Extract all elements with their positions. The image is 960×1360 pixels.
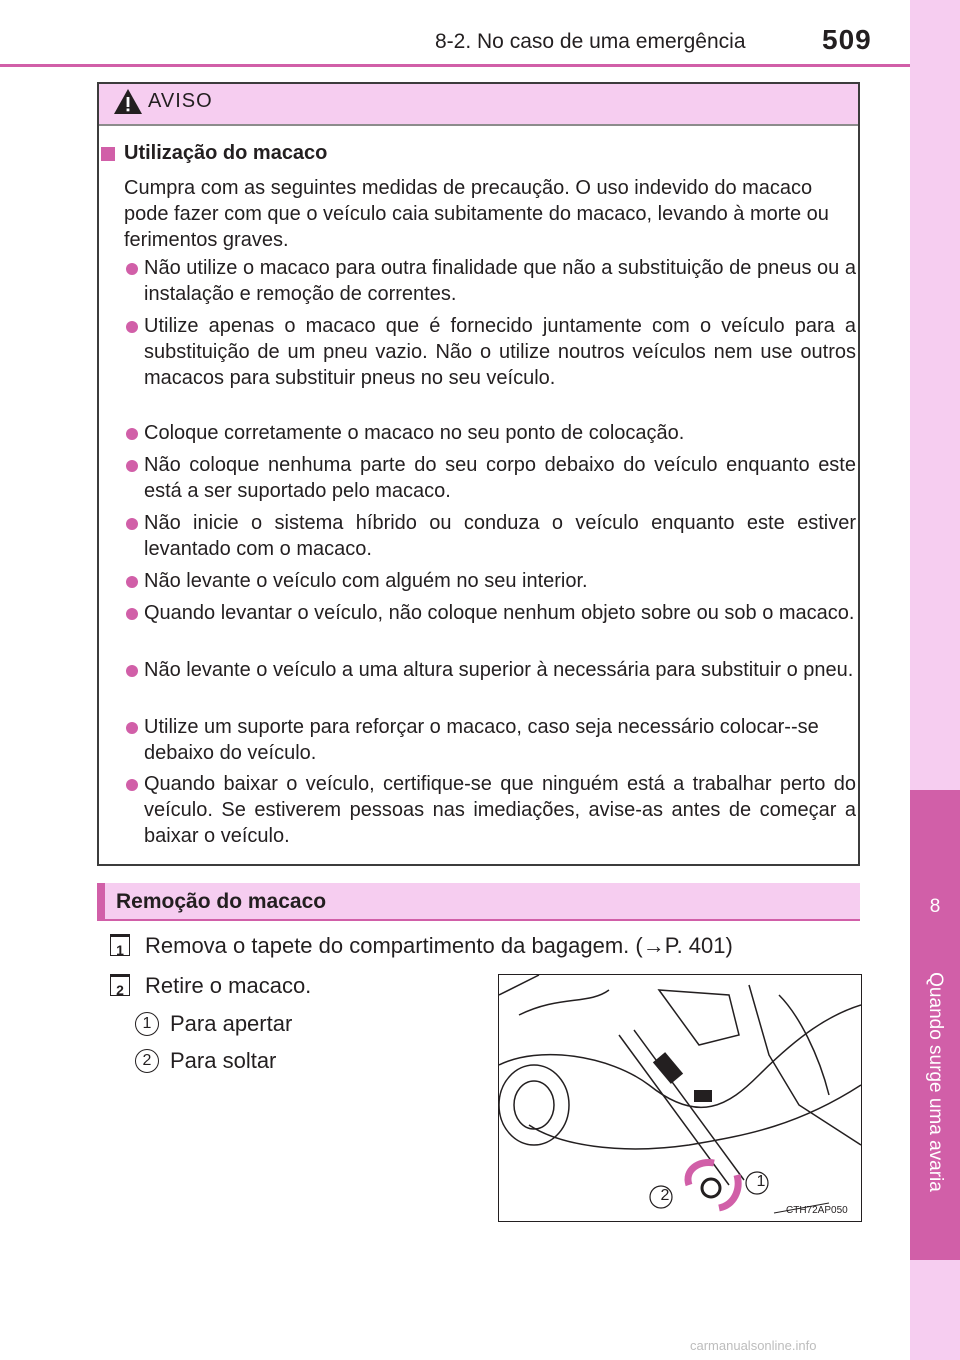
bullet-text: Utilize apenas o macaco que é fornecido juntamente com o veículo para a substituição de um pneu vazio. Não o utilize noutros veículos nem use outros macacos para substituir pneus no seu veículo. [144, 315, 856, 389]
jack-illustration [498, 974, 862, 1222]
bullet-text: Coloque corretamente o macaco no seu ponto de colocação. [144, 422, 685, 444]
callout-number: 2 [660, 1187, 670, 1204]
bullet-dot [126, 779, 138, 791]
bullet-text: Não levante o veículo com alguém no seu interior. [144, 570, 588, 592]
callout-number: 1 [756, 1173, 766, 1190]
bullet-text: Não inicie o sistema híbrido ou conduza o veículo enquanto este estiver levantado com o macaco. [144, 512, 856, 560]
chapter-title: Quando surge uma avaria [925, 972, 946, 1192]
bullet-dot [126, 460, 138, 472]
step-number-box: 1 [110, 934, 130, 956]
legend-text: Para apertar [170, 1011, 293, 1036]
step-text: Remova o tapete do compartimento da bagagem. (→P. 401) [145, 933, 733, 958]
page-number: 509 [822, 24, 872, 55]
illustration-code: CTH72AP050 [786, 1205, 848, 1216]
jack-drawing [499, 975, 861, 1221]
bullet-dot [126, 576, 138, 588]
header-section-title: 8-2. No caso de uma emergência [435, 30, 746, 53]
warning-subheading: Utilização do macaco [124, 142, 328, 164]
chapter-number: 8 [929, 896, 941, 917]
warning-title: AVISO [148, 90, 213, 112]
bullet-dot [126, 321, 138, 333]
step-text: Retire o macaco. [145, 973, 312, 998]
warning-intro: Cumpra com as seguintes medidas de precaução. O uso indevido do macaco pode fazer com que o veículo caia subitamente do macaco, levando à morte ou ferimentos graves. [124, 177, 829, 251]
bullet-dot [126, 608, 138, 620]
bullet-dot [126, 722, 138, 734]
section-title: Remoção do macaco [116, 890, 327, 913]
legend-number: 1 [135, 1012, 159, 1036]
bullet-dot [126, 518, 138, 530]
legend-text: Para soltar [170, 1048, 277, 1073]
bullet-text: Não coloque nenhuma parte do seu corpo debaixo do veículo enquanto este está a ser suportado pelo macaco. [144, 454, 856, 502]
bullet-text: Não utilize o macaco para outra finalidade que não a substituição de pneus ou a instalação e remoção de correntes. [144, 257, 856, 305]
legend-number: 2 [135, 1049, 159, 1073]
bullet-text: Utilize um suporte para reforçar o macaco, caso seja necessário colocar--se debaixo do veículo. [144, 716, 819, 764]
warning-triangle-icon [113, 88, 143, 115]
bullet-dot [126, 428, 138, 440]
step-number-box: 2 [110, 974, 130, 996]
bullet-dot [126, 263, 138, 275]
subheading-marker [101, 147, 115, 161]
bullet-text: Quando levantar o veículo, não coloque nenhum objeto sobre ou sob o macaco. [144, 602, 855, 624]
watermark: carmanualsonline.info [690, 1338, 817, 1353]
bullet-text: Quando baixar o veículo, certifique-se que ninguém está a trabalhar perto do veículo. Se estiverem pessoas nas imediações, avise-as antes de começar a baixar o veículo. [144, 773, 856, 847]
header-rule [0, 64, 910, 67]
bullet-dot [126, 665, 138, 677]
bullet-text: Não levante o veículo a uma altura superior à necessária para substituir o pneu. [144, 659, 854, 681]
warning-header [99, 84, 858, 126]
